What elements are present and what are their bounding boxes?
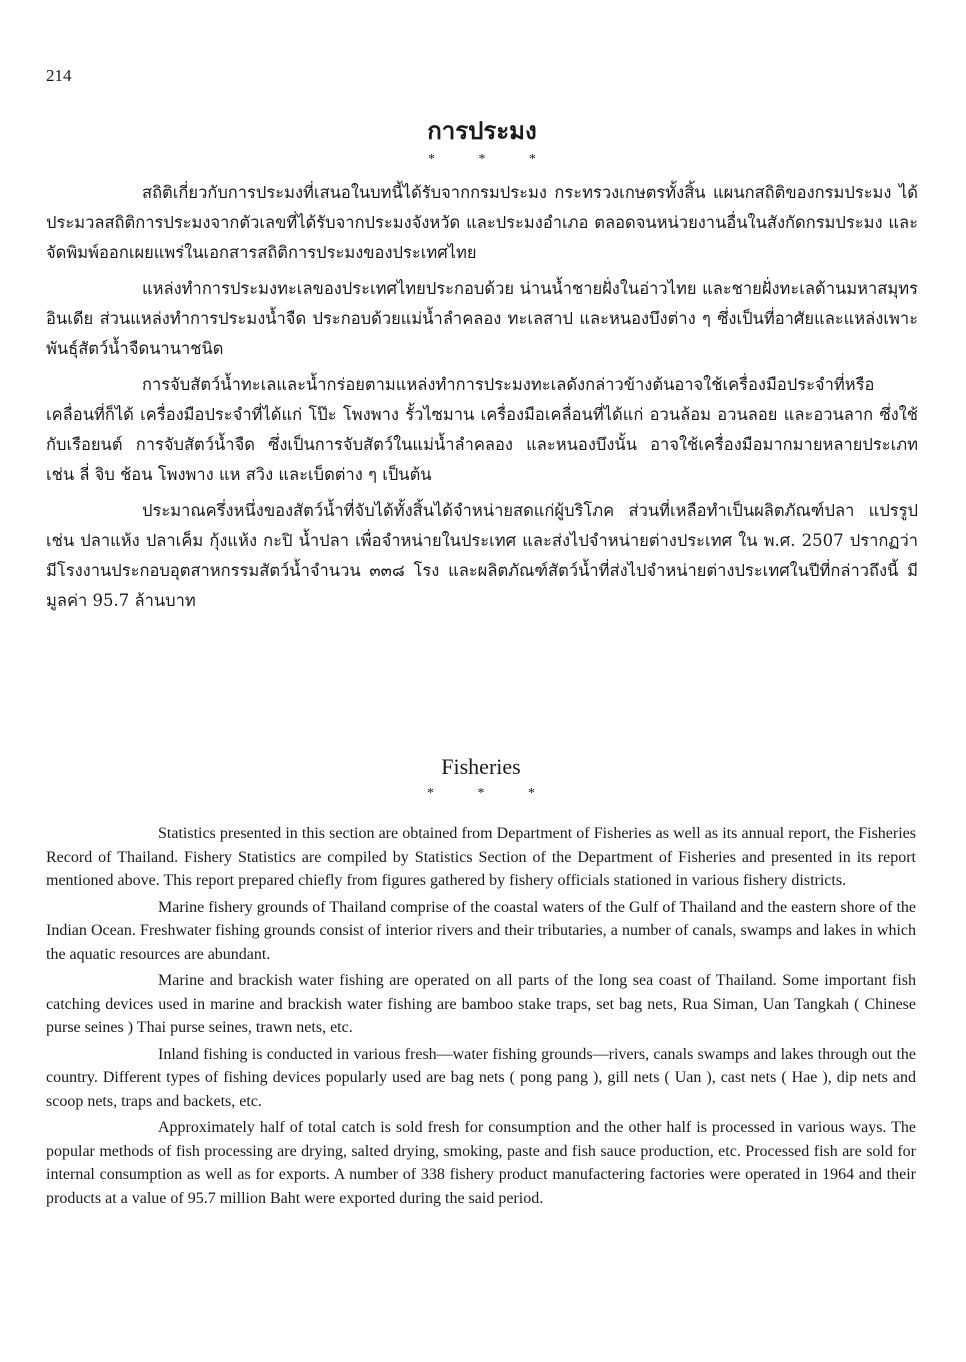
- thai-paragraph-3: การจับสัตว์น้ำทะเลและน้ำกร่อยตามแหล่งทำการประมงทะเลดังกล่าวข้างต้นอาจใช้เครื่องมือประจำที่หรือเคลื่อนที่ก็ได้ เครื่องมือประจำที่ได้แก่ โป๊ะ โพงพาง รั้วไซมาน เครื่องมือเคลื่อนที่ได้แก่ อวนล้อม อวนลอย และอวนลาก ซึ่งใช้กับเรือยนต์ การจับสัตว์น้ำจืด ซึ่งเป็นการจับสัตว์ในแม่น้ำลำคลอง และหนองบึงนั้น อาจใช้เครื่องมือมากมายหลายประเภท เช่น ลี่ จิบ ช้อน โพงพาง แห สวิง และเบ็ดต่าง ๆ เป็นต้น: [46, 375, 918, 484]
- english-title: Fisheries: [441, 754, 521, 779]
- thai-section: [46, 112, 918, 622]
- thai-section-separator: * * *: [428, 152, 556, 167]
- thai-paragraph-4: ประมาณครึ่งหนึ่งของสัตว์น้ำที่จับได้ทั้งสิ้นได้จำหน่ายสดแก่ผู้บริโภค ส่วนที่เหลือทำเป็นผลิตภัณฑ์ปลา แปรรูป เช่น ปลาแห้ง ปลาเค็ม กุ้งแห้ง กะปิ น้ำปลา เพื่อจำหน่ายในประเทศ และส่งไปจำหน่ายต่างประเทศ ใน พ.ศ. 2507 ปรากฏว่ามีโรงงานประกอบอุตสาหกรรมสัตว์น้ำจำนวน ๓๓๘ โรง และผลิตภัณฑ์สัตว์น้ำที่ส่งไปจำหน่ายต่างประเทศในปีที่กล่าวถึงนี้ มีมูลค่า 95.7 ล้านบาท: [46, 501, 918, 610]
- thai-paragraph-2: แหล่งทำการประมงทะเลของประเทศไทยประกอบด้วย น่านน้ำชายฝั่งในอ่าวไทย และชายฝั่งทะเลด้านมหาสมุทรอินเดีย ส่วนแหล่งทำการประมงน้ำจืด ประกอบด้วยแม่น้ำลำคลอง ทะเลสาป และหนองบึงต่าง ๆ ซึ่งเป็นที่อาศัยและแหล่งเพาะพันธุ์สัตว์น้ำจืดนานาชนิด: [46, 279, 918, 358]
- english-paragraph-3: Marine and brackish water fishing are operated on all parts of the long sea coast of Thailand. Some important fish catching devices used in marine and brackish water fishing are bamboo stake traps, set bag nets, Rua Siman, Uan Tangkah ( Chinese purse seines ) Thai purse seines, trawn nets, etc.: [46, 972, 916, 1036]
- english-paragraph-4: Inland fishing is conducted in various fresh—water fishing grounds—rivers, canals swamps and lakes through out the country. Different types of fishing devices popularly used are bag nets ( pong pang ), gill nets ( Uan ), cast nets ( Hae ), dip nets and scoop nets, traps and backets, etc.: [46, 1045, 916, 1110]
- thai-title: การประมง: [427, 116, 537, 145]
- english-paragraph-2: Marine fishery grounds of Thailand comprise of the coastal waters of the Gulf of Thailand and the eastern shore of the Indian Ocean. Freshwater fishing grounds consist of interior rivers and their tributaries, a number of canals, swamps and lakes in which the aquatic resources are abundant.: [46, 898, 916, 963]
- english-section: [46, 750, 916, 1213]
- thai-paragraph-1: สถิติเกี่ยวกับการประมงที่เสนอในบทนี้ได้รับจากกรมประมง กระทรวงเกษตรทั้งสิ้น แผนกสถิติของกรมประมง ได้ประมวลสถิติการประมงจากตัวเลขที่ได้รับจากประมงจังหวัด และประมงอำเภอ ตลอดจนหน่วยงานอื่นในสังกัดกรมประมง และจัดพิมพ์ออกเผยแพร่ในเอกสารสถิติการประมงของประเทศไทย: [46, 183, 918, 262]
- english-paragraph-5: Approximately half of total catch is sold fresh for consumption and the other half is processed in various ways. The popular methods of fish processing are drying, salted drying, smoking, paste and fish sauce production, etc. Processed fish are sold for internal consumption as well as for exports. A number of 338 fishery product manufactering factories were operated in 1964 and their products at a value of 95.7 million Baht were exported during the said period.: [46, 1119, 916, 1207]
- english-section-separator: * * *: [427, 786, 555, 801]
- page-number: 214: [46, 66, 72, 85]
- english-paragraph-1: Statistics presented in this section are obtained from Department of Fisheries as well as its annual report, the Fisheries Record of Thailand. Fishery Statistics are compiled by Statistics Section of the Department of Fisheries and presented in its report mentioned above. This report prepared chiefly from figures gathered by fishery officials stationed in various fishery districts.: [46, 825, 916, 889]
